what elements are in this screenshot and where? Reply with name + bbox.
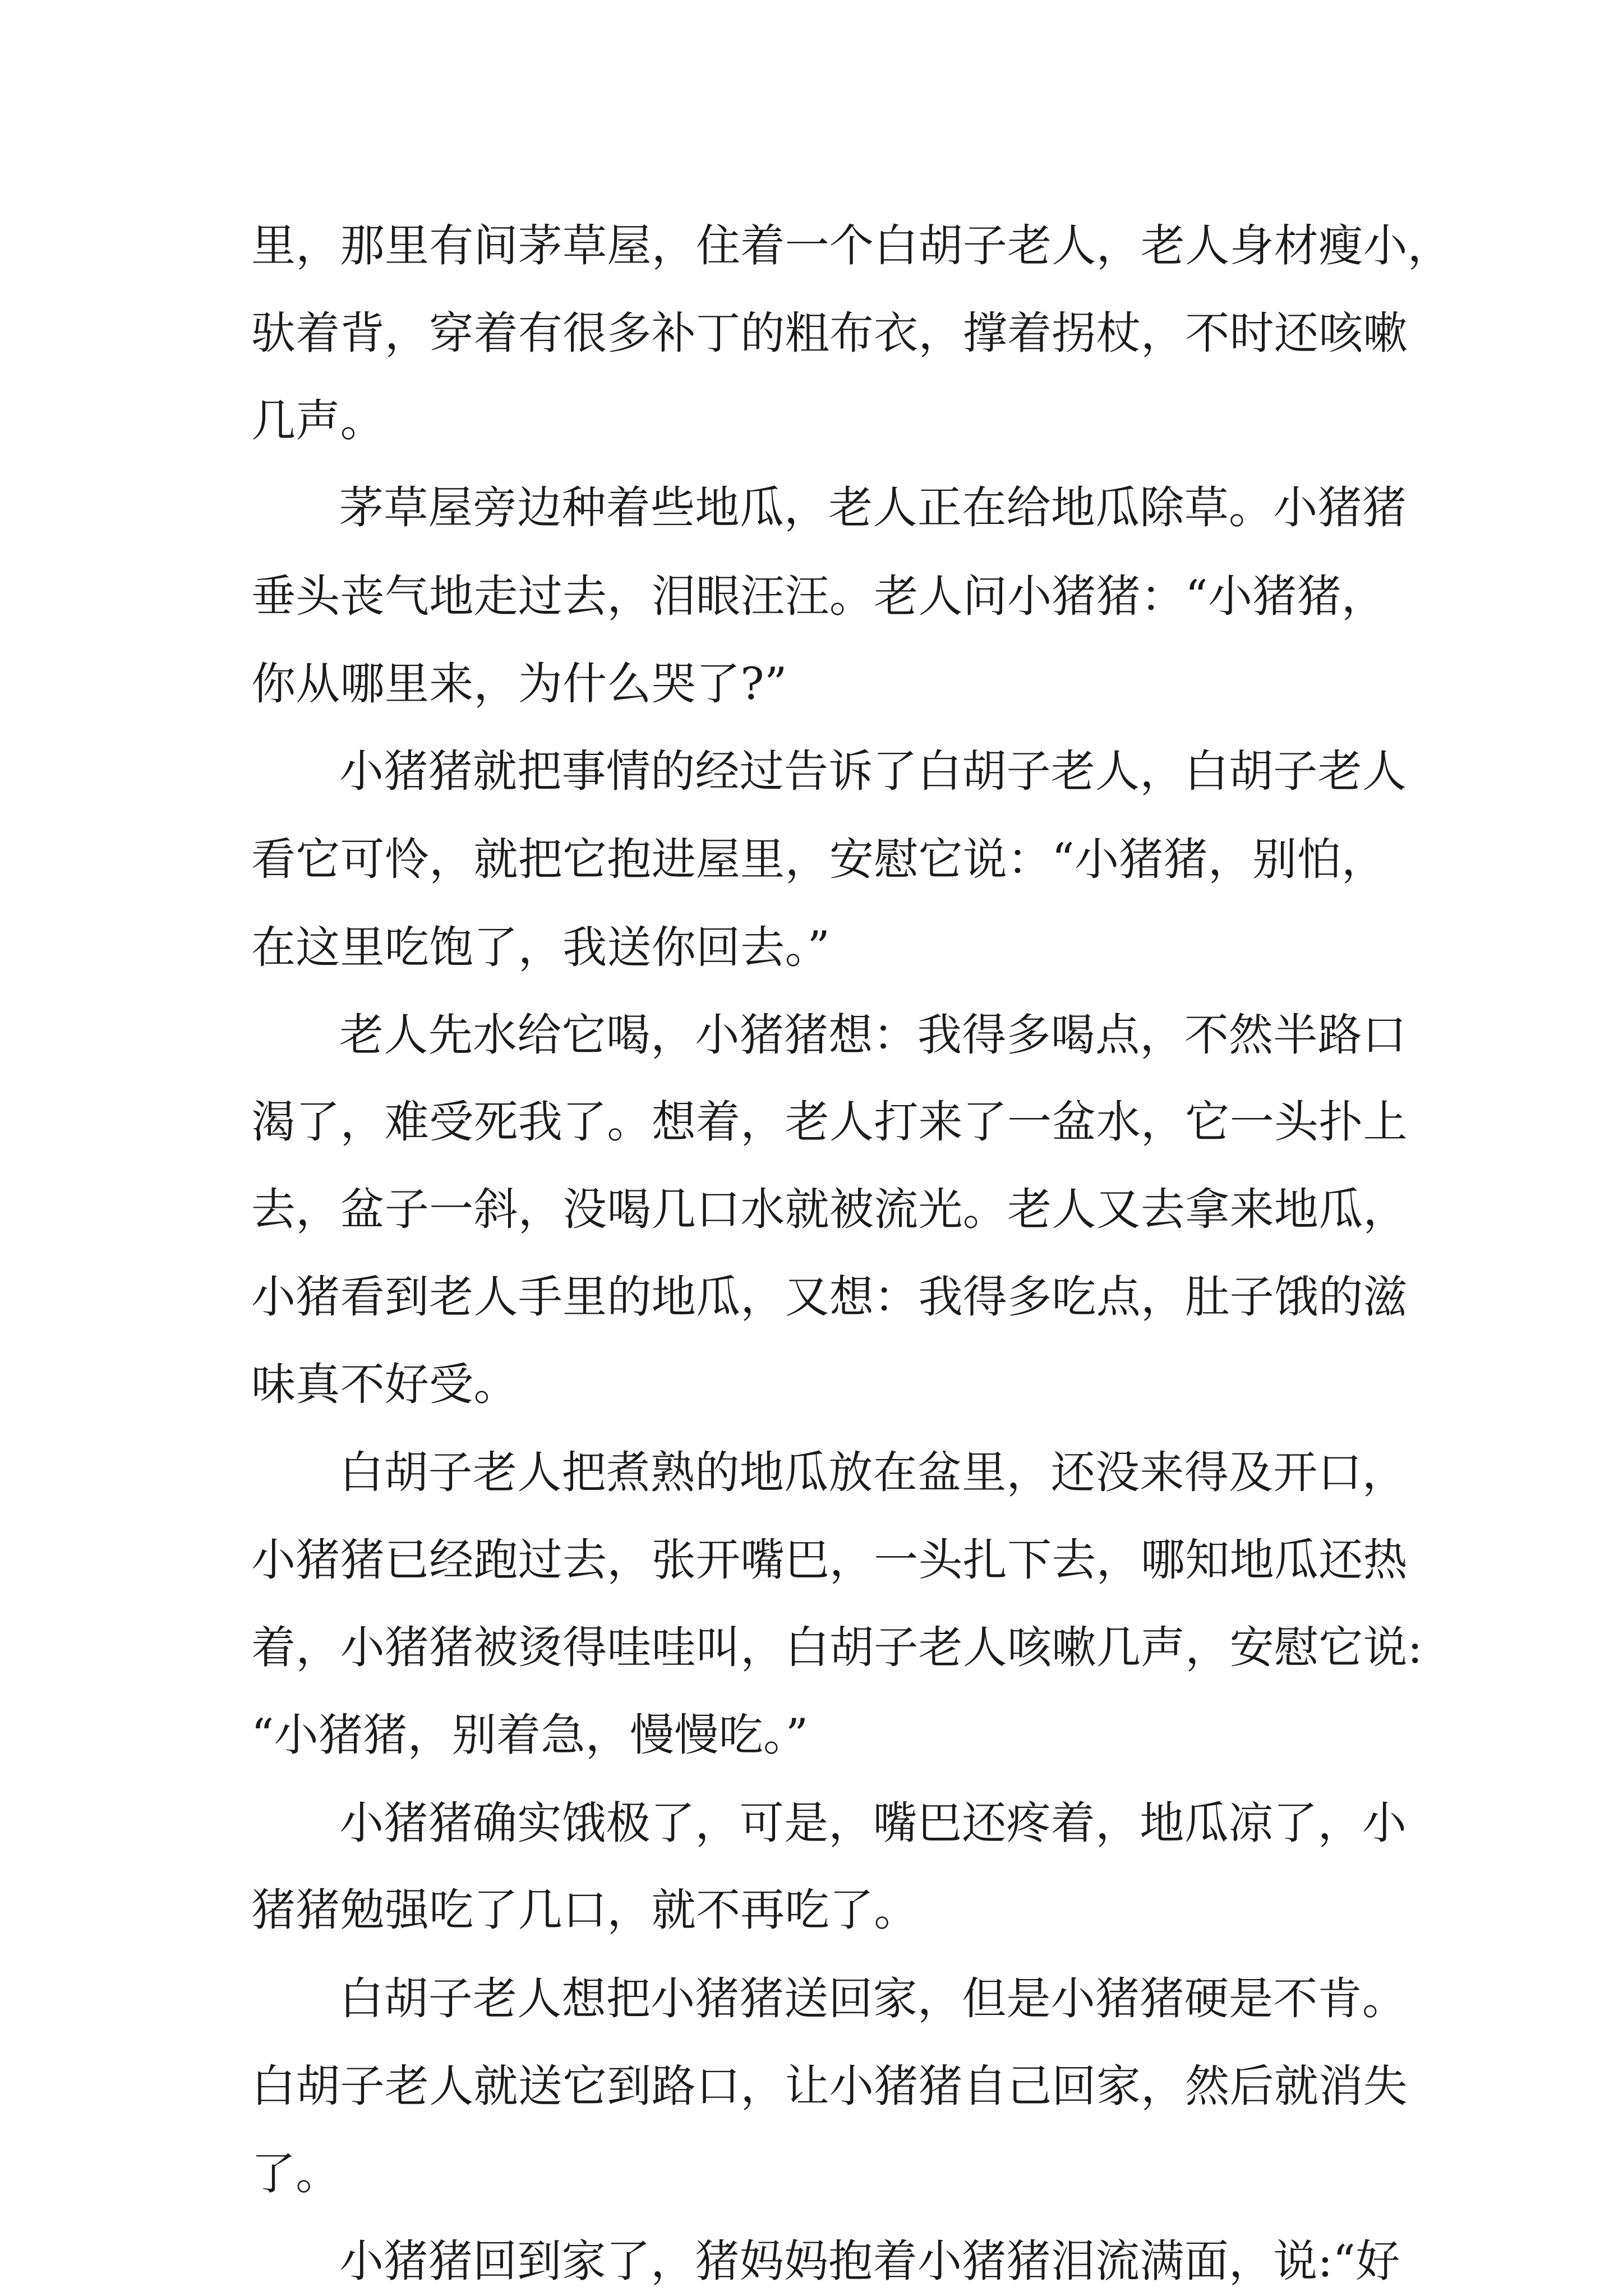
text-line: 看它可怜，就把它抱进屋里，安慰它说：“小猪猪，别怕， bbox=[251, 834, 1386, 885]
text-line: 猪猪勉强吃了几口，就不再吃了。 bbox=[251, 1884, 919, 1936]
text-line: 驮着背，穿着有很多补丁的粗布衣，撑着拐杖，不时还咳嗽 bbox=[251, 307, 1408, 359]
paragraph-first-line: 白胡子老人把煮熟的地瓜放在盆里，还没来得及开口， bbox=[339, 1447, 1407, 1498]
text-line: 去，盆子一斜，没喝几口水就被流光。老人又去拿来地瓜， bbox=[251, 1184, 1408, 1235]
text-line: 小猪看到老人手里的地瓜，又想：我得多吃点，肚子饿的滋 bbox=[251, 1271, 1408, 1323]
text-line: 渴了，难受死我了。想着，老人打来了一盆水，它一头扑上 bbox=[251, 1096, 1408, 1148]
text-line: 你从哪里来，为什么哭了?” bbox=[251, 658, 787, 710]
text-line: 了。 bbox=[251, 2148, 340, 2200]
text-line: “小猪猪，别着急，慢慢吃。” bbox=[251, 1709, 809, 1761]
text-line: 白胡子老人就送它到路口，让小猪猪自己回家，然后就消失 bbox=[251, 2060, 1408, 2112]
text-line: 着，小猪猪被烫得哇哇叫，白胡子老人咳嗽几声，安慰它说: bbox=[251, 1622, 1423, 1673]
text-line: 垂头丧气地走过去，泪眼汪汪。老人问小猪猪：“小猪猪， bbox=[251, 570, 1386, 622]
text-line: 味真不好受。 bbox=[251, 1359, 518, 1410]
paragraph-first-line: 茅草屋旁边种着些地瓜，老人正在给地瓜除草。小猪猪 bbox=[339, 482, 1407, 533]
paragraph-first-line: 小猪猪就把事情的经过告诉了白胡子老人，白胡子老人 bbox=[339, 746, 1407, 797]
text-line: 里，那里有间茅草屋，住着一个白胡子老人，老人身材瘦小， bbox=[251, 220, 1453, 272]
paragraph-first-line: 小猪猪确实饿极了，可是，嘴巴还疼着，地瓜凉了，小 bbox=[339, 1797, 1407, 1849]
text-line: 小猪猪已经跑过去，张开嘴巴，一头扎下去，哪知地瓜还热 bbox=[251, 1534, 1408, 1586]
paragraph-first-line: 老人先水给它喝，小猪猪想：我得多喝点，不然半路口 bbox=[339, 1009, 1407, 1061]
text-line: 在这里吃饱了，我送你回去。” bbox=[251, 922, 831, 973]
paragraph-first-line: 白胡子老人想把小猪猪送回家，但是小猪猪硬是不肯。 bbox=[339, 1973, 1407, 2024]
text-line: 几声。 bbox=[251, 395, 385, 447]
paragraph-first-line: 小猪猪回到家了，猪妈妈抱着小猪猪泪流满面，说:“好 bbox=[339, 2235, 1400, 2287]
